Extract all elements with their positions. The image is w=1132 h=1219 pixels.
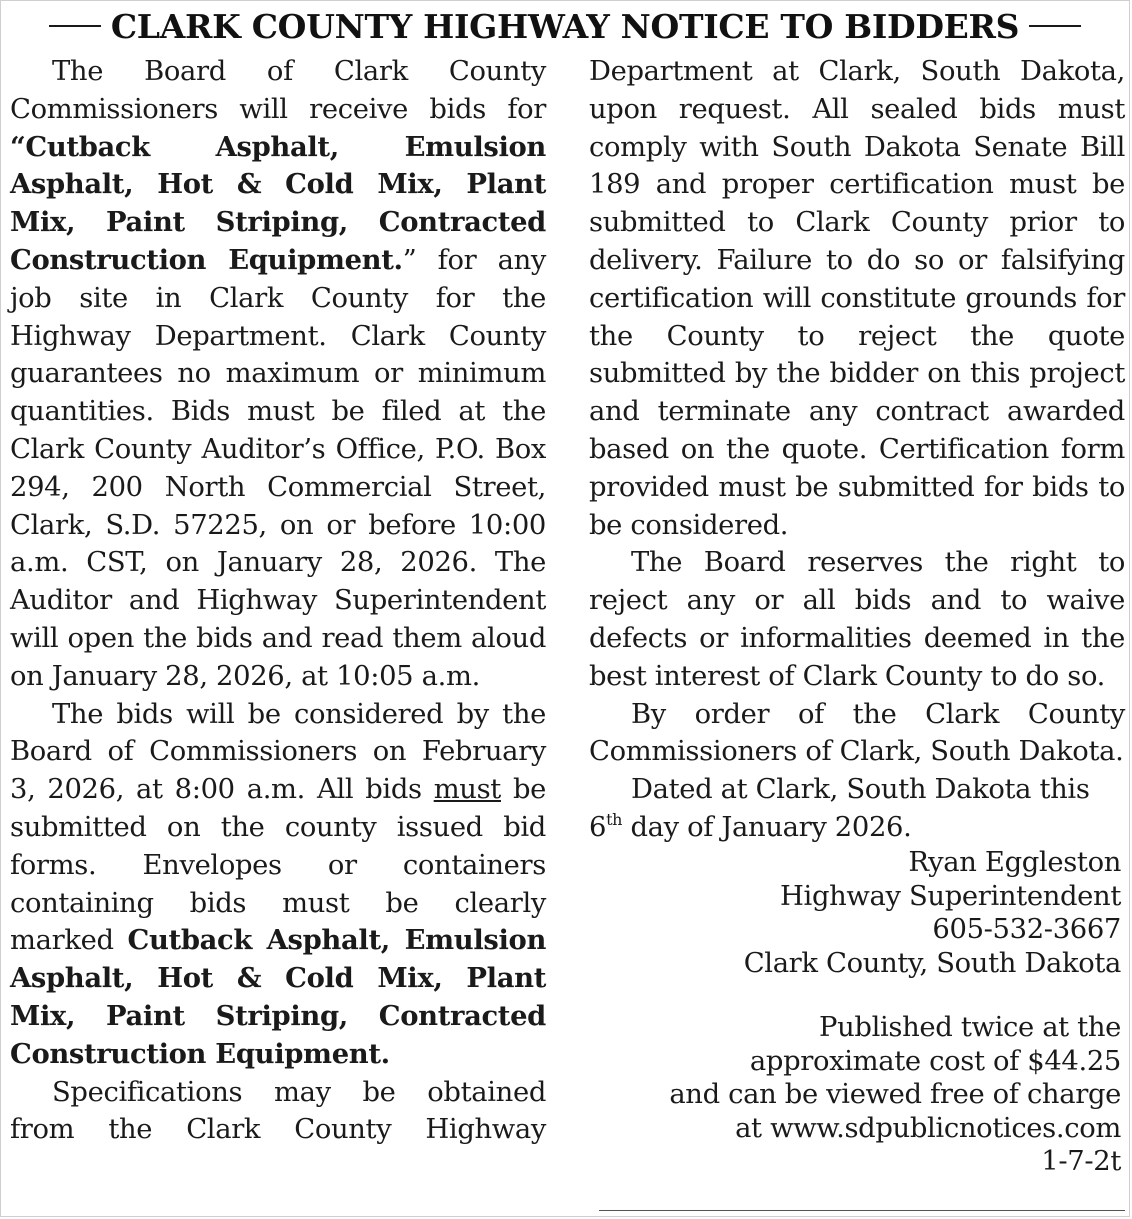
ordinal-suffix: th <box>606 809 623 829</box>
consideration-details: be submitted on the county issued bid forms. Envelopes or containers containing bids must be clearly marked <box>10 774 546 957</box>
publication-line-3: and can be viewed free of charge <box>669 1079 1121 1110</box>
header-rule-right <box>1029 25 1081 27</box>
publication-line-1: Published twice at the <box>819 1012 1121 1043</box>
signer-name: Ryan Eggleston <box>908 847 1121 878</box>
bid-invitation-details: ” for any job site in Clark County for the Highway Department. Clark County guarantees no maximum or minimum quantities. Bids must be filed at the Clark County Auditor’s Office, P.O. Box 294, 200 North Commercial Street, Clark, S.D. 57225, on or before 10:00 a.m. CST, on January 28, 2026. The Auditor and Highway Superintendent will open the bids and read them aloud on January 28, 2026, at 10:05 a.m. <box>10 244 546 692</box>
left-column <box>10 53 546 1149</box>
paragraph-specifications: Specifications may be obtained from the Clark County Highway <box>10 1076 546 1146</box>
bottom-divider <box>599 1210 1125 1211</box>
notice-header <box>1 3 1129 49</box>
signer-title: Highway Superintendent <box>780 880 1121 912</box>
publication-info <box>669 1011 1121 1179</box>
envelope-marking-bold: Cutback Asphalt, Emulsion Asphalt, Hot & Cold Mix, Plant Mix, Paint Striping, Contracted Construction Equipment. <box>10 924 547 1070</box>
right-column-body <box>589 53 1125 847</box>
bid-invitation-intro: The Board of Clark County Commissioners will receive bids for <box>10 56 546 125</box>
paragraph-order: By order of the Clark County Commissioners of Clark, South Dakota. <box>589 698 1125 768</box>
signer-phone: 605-532-3667 <box>932 914 1121 945</box>
signer-location: Clark County, South Dakota <box>743 947 1121 979</box>
consideration-intro: The bids will be considered by the Board of Commissioners on February 3, 2026, at 8:00 a.m. All bids <box>10 698 546 806</box>
dated-text-end: day of January 2026. <box>622 811 912 843</box>
paragraph-specifications-continued: Department at Clark, South Dakota, upon request. All sealed bids must comply with South Dakota Senate Bill 189 and proper certification must be submitted to Clark County prior to delivery. Failure to do so or falsifying certification will constitute grounds for the County to reject the quote submitted by the bidder on this project and terminate any contract awarded based on the quote. Certification form provided must be submitted for bids to be considered. <box>589 56 1125 541</box>
paragraph-dated <box>589 771 1125 847</box>
paragraph-bid-invitation <box>10 53 546 696</box>
publication-code: 1-7-2t <box>1041 1146 1121 1177</box>
publication-line-2: approximate cost of $44.25 <box>749 1045 1121 1077</box>
must-underlined: must <box>433 774 501 806</box>
header-rule-left <box>49 25 101 27</box>
paragraph-bid-consideration <box>10 696 546 1074</box>
paragraph-reservation: The Board reserves the right to reject any or all bids and to waive defects or informalities deemed in the best interest of Clark County to do so. <box>589 547 1125 692</box>
signature-block <box>744 846 1121 980</box>
dated-text: Dated at Clark, South Dakota this 6 <box>589 774 1090 843</box>
publication-line-4: at www.sdpublicnotices.com <box>735 1112 1121 1144</box>
bid-items-bold: “Cutback Asphalt, Emulsion Asphalt, Hot & Cold Mix, Plant Mix, Paint Striping, Contracted Construction Equipment. <box>10 130 546 276</box>
notice-title: CLARK COUNTY HIGHWAY NOTICE TO BIDDERS <box>110 6 1020 46</box>
